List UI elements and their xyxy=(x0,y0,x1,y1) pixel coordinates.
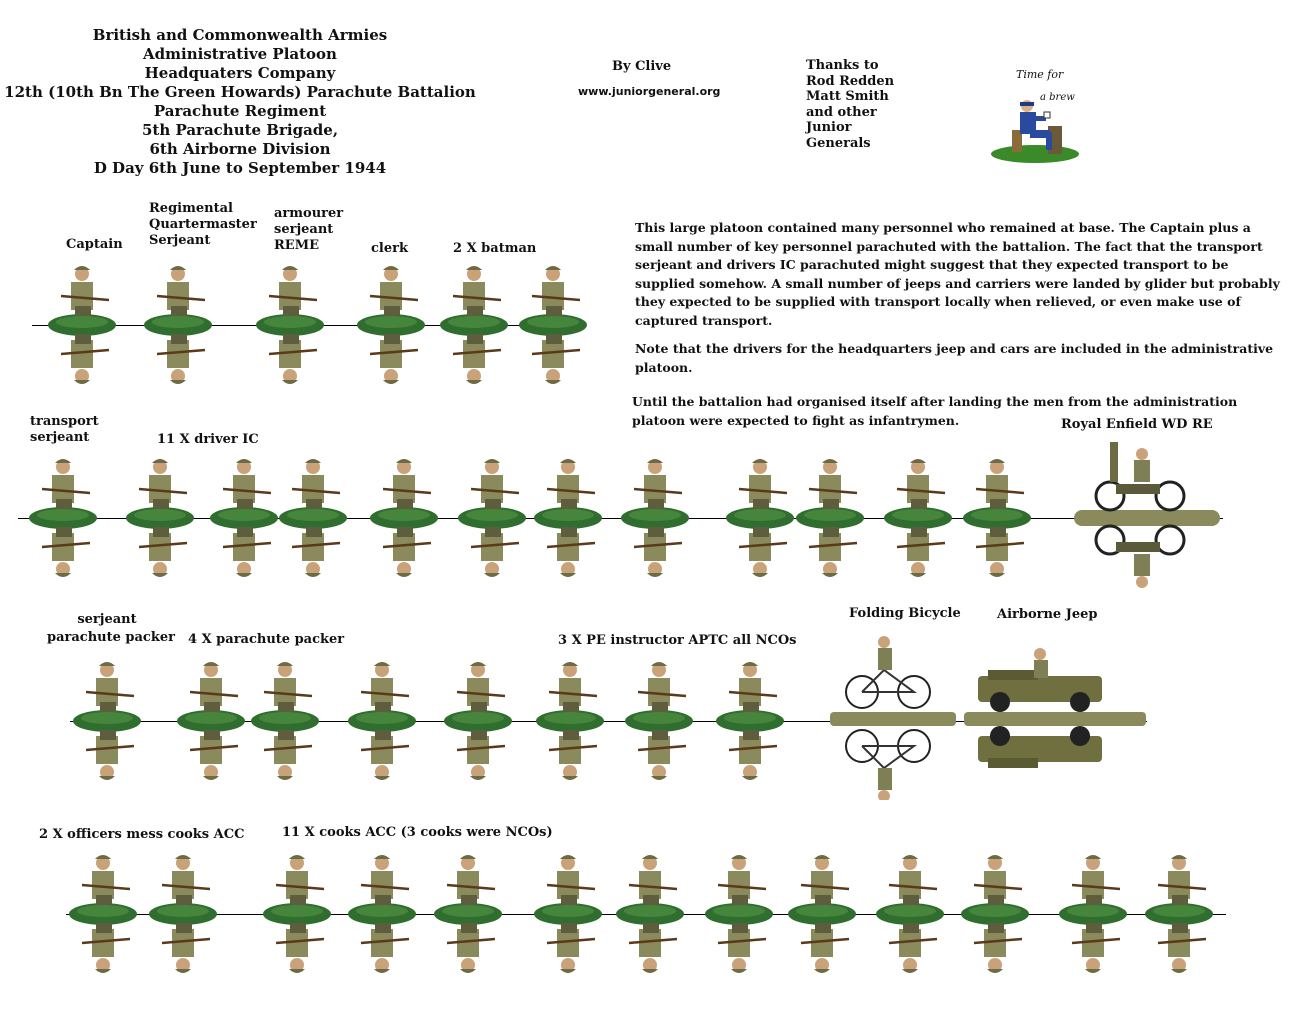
brew-soldier-icon xyxy=(990,66,1090,166)
soldier-counter xyxy=(1144,849,1214,979)
title-line: 12th (10th Bn The Green Howards) Parachute Battalion xyxy=(4,83,476,101)
label-armourer: armourer serjeant REME xyxy=(274,206,344,253)
jeep-figure xyxy=(964,640,1146,804)
thanks-line: and other xyxy=(806,104,877,120)
notes-paragraph-2: Note that the drivers for the headquarters jeep and cars are included in the administrative platoon. xyxy=(635,341,1274,375)
label-packer-serjeant: serjeant parachute packer xyxy=(47,612,175,645)
soldier-counter xyxy=(715,656,785,786)
label-packers: 4 X parachute packer xyxy=(188,632,345,647)
brew-logo: Time for a brew xyxy=(990,66,1090,166)
label-bicycle: Folding Bicycle xyxy=(849,606,961,621)
notes-paragraph-1: This large platoon contained many personnel who remained at base. The Captain plus a small number of key personnel parachuted with the battalion. The fact that the transport serjeant and drivers IC parachuted might suggest that they expected transport to be supplied somehow. A small number of jeeps and carriers were landed by glider but probably they expected to be supplied with transport locally when relieved, or even make use of captured transport. xyxy=(635,220,1280,328)
soldier-counter xyxy=(795,453,865,583)
thanks-block xyxy=(806,58,894,151)
soldier-counter xyxy=(148,849,218,979)
soldier-counter xyxy=(615,849,685,979)
soldier-counter xyxy=(68,849,138,979)
label-clerk: clerk xyxy=(371,241,408,256)
soldier-counter xyxy=(278,453,348,583)
soldier-counter xyxy=(457,453,527,583)
soldier-counter xyxy=(433,849,503,979)
sheet-title-block xyxy=(0,26,480,178)
label-motorcycle: Royal Enfield WD RE xyxy=(1061,417,1213,432)
soldier-counter xyxy=(347,849,417,979)
label-rqms: Regimental Quartermaster Serjeant xyxy=(149,201,257,248)
soldier-counter xyxy=(28,453,98,583)
label-pe: 3 X PE instructor APTC all NCOs xyxy=(558,633,797,648)
soldier-counter xyxy=(875,849,945,979)
soldier-counter xyxy=(176,656,246,786)
soldier-counter xyxy=(535,656,605,786)
soldier-counter xyxy=(1058,849,1128,979)
title-line: 6th Airborne Division xyxy=(149,140,331,158)
thanks-line: Junior xyxy=(806,120,852,135)
title-line: 5th Parachute Brigade, xyxy=(141,121,339,139)
soldier-counter xyxy=(533,849,603,979)
author: By Clive xyxy=(612,59,672,74)
motorcycle-figure xyxy=(1072,440,1222,604)
thanks-line: Thanks to xyxy=(806,58,879,73)
soldier-counter xyxy=(443,656,513,786)
bicycle-figure xyxy=(828,630,958,804)
soldier-counter xyxy=(209,453,279,583)
label-batman: 2 X batman xyxy=(453,241,537,256)
title-line: D Day 6th June to September 1944 xyxy=(93,159,387,177)
soldier-counter xyxy=(143,260,213,390)
soldier-counter xyxy=(356,260,426,390)
soldier-counter xyxy=(624,656,694,786)
thanks-line: Generals xyxy=(806,135,871,151)
soldier-counter xyxy=(962,453,1032,583)
soldier-counter xyxy=(439,260,509,390)
soldier-counter xyxy=(787,849,857,979)
soldier-counter xyxy=(704,849,774,979)
soldier-counter xyxy=(250,656,320,786)
label-cooks: 11 X cooks ACC (3 cooks were NCOs) xyxy=(282,825,553,840)
notes-paragraph-3: Until the battalion had organised itself after landing the men from the administration platoon were expected to fight as infantrymen. xyxy=(632,394,1238,428)
soldier-counter xyxy=(47,260,117,390)
label-captain: Captain xyxy=(66,237,123,252)
thanks-line: Matt Smith xyxy=(806,89,889,104)
label-jeep: Airborne Jeep xyxy=(997,607,1098,622)
label-transport: transport serjeant xyxy=(30,414,99,445)
soldier-counter xyxy=(960,849,1030,979)
label-mess-cooks: 2 X officers mess cooks ACC xyxy=(39,827,245,842)
soldier-counter xyxy=(533,453,603,583)
soldier-counter xyxy=(125,453,195,583)
title-line: Parachute Regiment xyxy=(153,102,327,120)
soldier-counter xyxy=(255,260,325,390)
soldier-counter xyxy=(369,453,439,583)
soldier-counter xyxy=(518,260,588,390)
soldier-counter xyxy=(347,656,417,786)
site-link[interactable]: www.juniorgeneral.org xyxy=(578,85,721,98)
soldier-counter xyxy=(725,453,795,583)
title-line: Headquaters Company xyxy=(144,64,336,82)
soldier-counter xyxy=(72,656,142,786)
title-line: Administrative Platoon xyxy=(143,45,337,63)
soldier-counter xyxy=(262,849,332,979)
label-drivers: 11 X driver IC xyxy=(157,432,259,447)
soldier-counter xyxy=(883,453,953,583)
thanks-line: Rod Redden xyxy=(806,73,895,89)
title-line: British and Commonwealth Armies xyxy=(92,26,388,44)
soldier-counter xyxy=(620,453,690,583)
